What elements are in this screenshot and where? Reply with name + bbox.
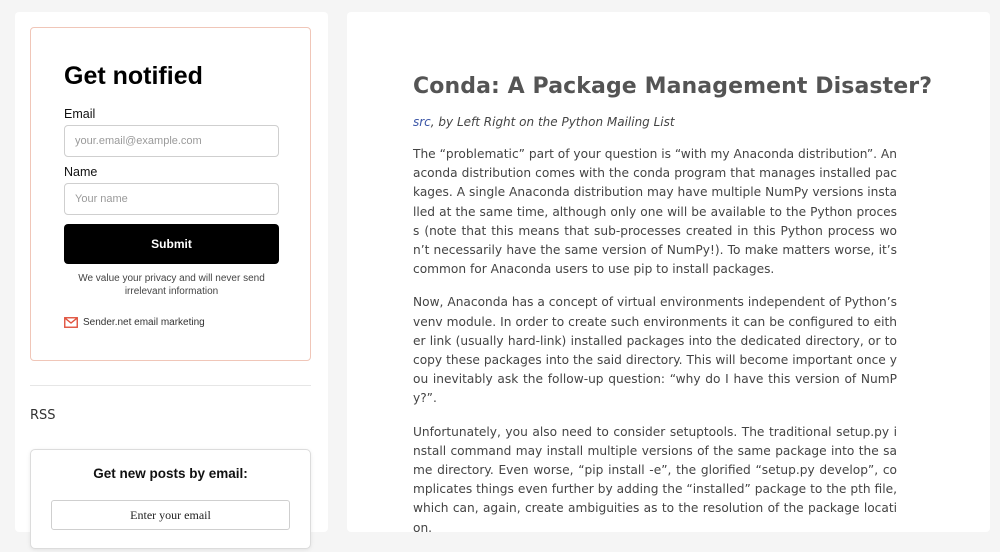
article-byline — [413, 115, 897, 129]
mail-icon — [64, 317, 78, 328]
sender-text: Sender.net email marketing — [83, 317, 205, 328]
name-input[interactable] — [64, 183, 279, 215]
article — [413, 74, 933, 552]
posts-signup-title: Get new posts by email: — [93, 466, 248, 481]
name-label: Name — [64, 165, 98, 179]
source-link[interactable]: src — [413, 115, 431, 129]
sidebar-divider — [30, 385, 311, 386]
submit-button[interactable]: Submit — [64, 224, 279, 264]
article-paragraph: Now, Anaconda has a concept of virtual environments independent of Python’s venv module. In order to create such environments it can be configured to either link (usually hard-link) installed packages into the dedicated directory, or to copy these packages into the said directory. This will become important once you inevitably ask the follow-up question: “why do I have this version of NumPy?”. — [413, 295, 897, 406]
email-label: Email — [64, 107, 96, 121]
main-content — [347, 12, 990, 535]
email-input[interactable] — [64, 125, 279, 157]
article-paragraph: The “problematic” part of your question is “with my Anaconda distribution”. Anaconda distribution comes with the conda program that manages installed packages. A single Anaconda distribution may have multiple NumPy versions installed at the same time, although only one will be available to the Python process (note that this means that sub-processes created in this Python process won’t necessarily have the same version of NumPy!). To make matters worse, it’s common for Anaconda users to use pip to install packages. — [413, 147, 897, 277]
article-title: Conda: A Package Management Disaster? — [413, 74, 933, 99]
sidebar — [15, 12, 328, 532]
posts-signup-box — [30, 449, 311, 549]
rss-link[interactable]: RSS — [30, 408, 56, 423]
privacy-note: We value your privacy and will never send irrelevant information — [78, 273, 265, 297]
article-paragraph: Unfortunately, you also need to consider setuptools. The traditional setup.py install command may install multiple versions of the same package into the same directory. Even worse, “pip install -e”, the glorified “setup.py develop”, complicates things even further by adding the “installed” package to the pth file, which can, again, create ambiguities as to the resolution of the package location. — [413, 424, 897, 535]
sender-link[interactable] — [64, 317, 205, 328]
posts-email-input[interactable] — [51, 500, 290, 530]
signup-form — [30, 27, 311, 361]
byline-text: , by Left Right on the Python Mailing List — [430, 115, 675, 129]
signup-title: Get notified — [64, 62, 203, 90]
